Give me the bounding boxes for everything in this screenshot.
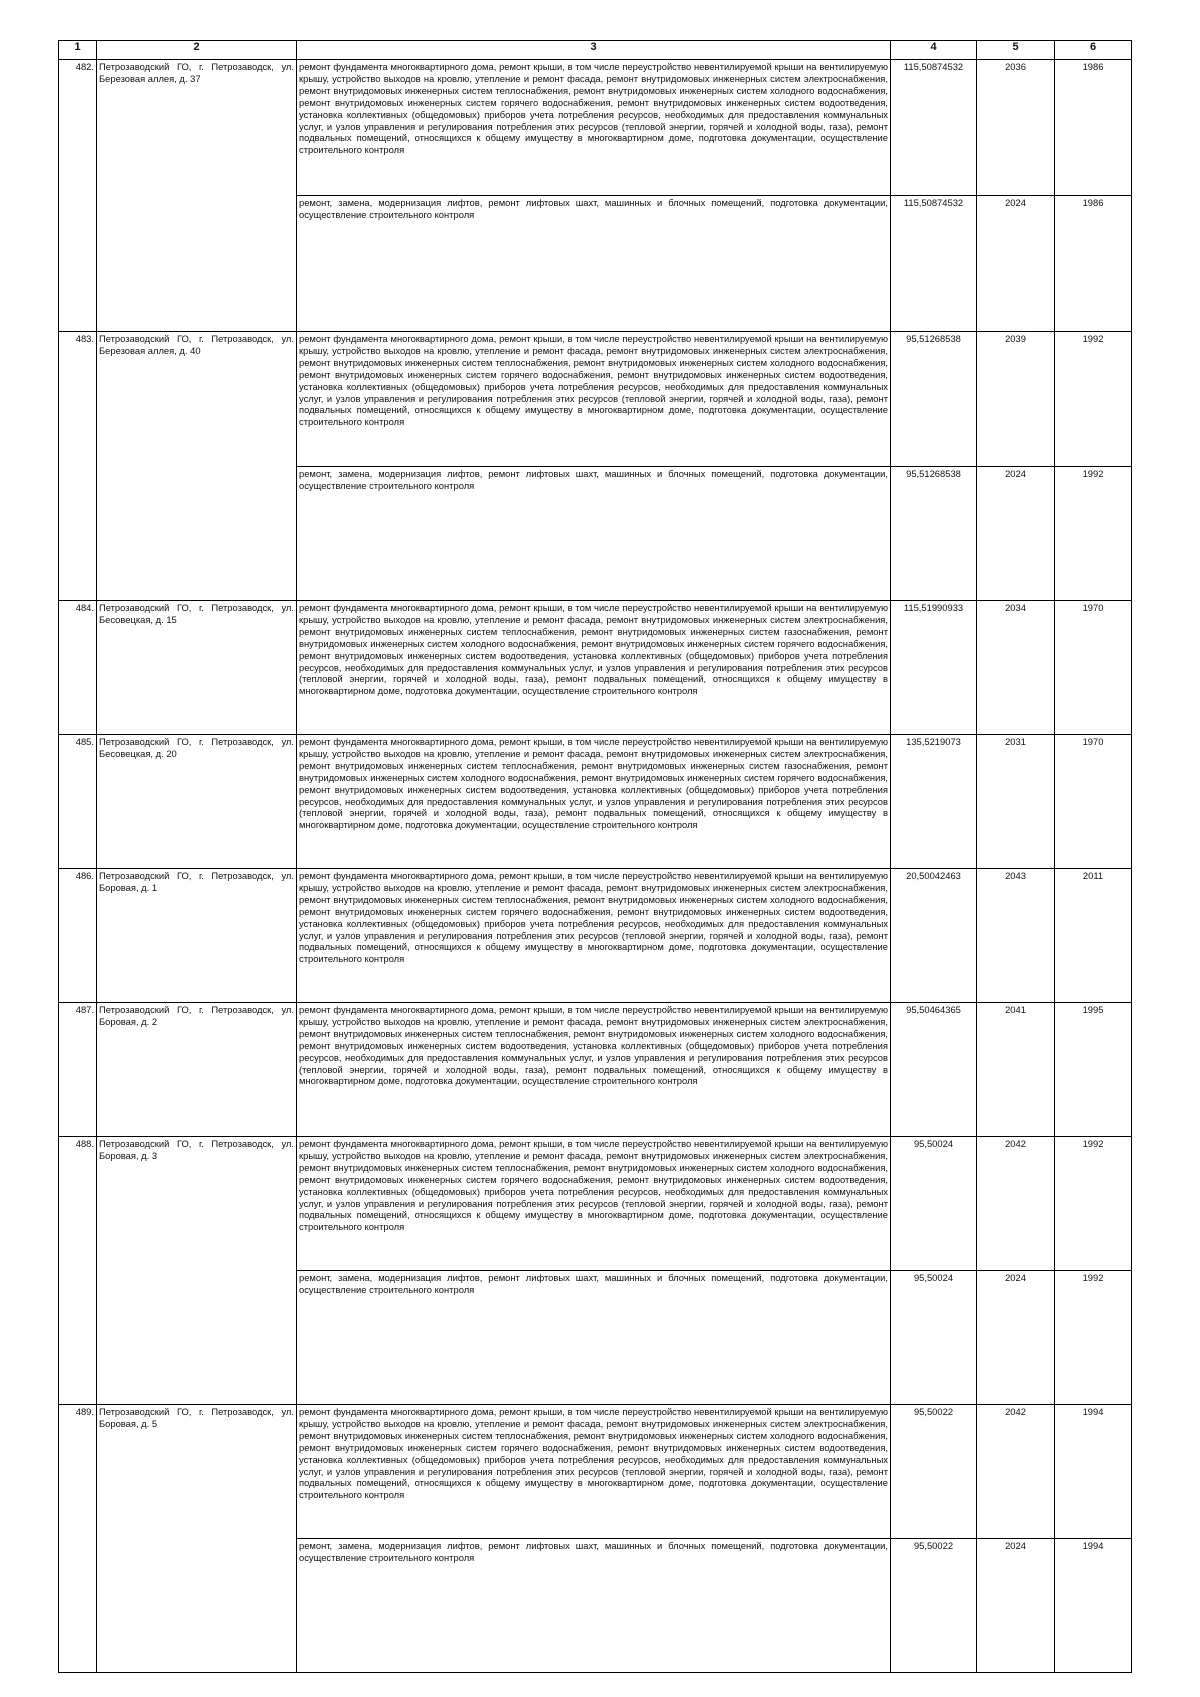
planned-year-cell: 2024 bbox=[977, 467, 1055, 601]
work-description-cell: ремонт, замена, модернизация лифтов, ремонт лифтовых шахт, машинных и блочных помещений, подготовка документации, осуществление строительного контроля bbox=[297, 467, 891, 601]
address-cell: Петрозаводский ГО, г. Петрозаводск, ул. Бесовецкая, д. 20 bbox=[97, 735, 297, 869]
work-description-cell: ремонт фундамента многоквартирного дома, ремонт крыши, в том числе переустройство невентилируемой крыши на вентилируемую крышу, устройство выходов на кровлю, утепление и ремонт фасада, ремонт внутридомовых инженерных систем электроснабжения, ремонт внутридомовых инженерных систем теплоснабжения, ремонт внутридомовых инженерных систем холодного водоснабжения, ремонт внутридомовых инженерных систем горячего водоснабжения, ремонт внутридомовых инженерных систем водоотведения, установка коллективных (общедомовых) приборов учета потребления ресурсов, необходимых для предоставления коммунальных услуг, и узлов управления и регулирования потребления этих ресурсов (тепловой энергии, горячей и холодной воды, газа), ремонт подвальных помещений, относящихся к общему имуществу в многоквартирном доме, подготовка документации, осуществление строительного контроля bbox=[297, 332, 891, 467]
table-row bbox=[59, 467, 1132, 601]
row-number: 488. bbox=[59, 1137, 97, 1271]
address-cell: Петрозаводский ГО, г. Петрозаводск, ул. Березовая аллея, д. 40 bbox=[97, 332, 297, 467]
built-year-cell: 1992 bbox=[1055, 467, 1132, 601]
planned-year-cell: 2039 bbox=[977, 332, 1055, 467]
built-year-cell: 1992 bbox=[1055, 1271, 1132, 1405]
row-number bbox=[59, 1539, 97, 1673]
built-year-cell: 1970 bbox=[1055, 735, 1132, 869]
built-year-cell: 1994 bbox=[1055, 1539, 1132, 1673]
work-description-cell: ремонт фундамента многоквартирного дома, ремонт крыши, в том числе переустройство невентилируемой крыши на вентилируемую крышу, устройство выходов на кровлю, утепление и ремонт фасада, ремонт внутридомовых инженерных систем электроснабжения, ремонт внутридомовых инженерных систем теплоснабжения, ремонт внутридомовых инженерных систем холодного водоснабжения, ремонт внутридомовых инженерных систем горячего водоснабжения, ремонт внутридомовых инженерных систем водоотведения, установка коллективных (общедомовых) приборов учета потребления ресурсов, необходимых для предоставления коммунальных услуг, и узлов управления и регулирования потребления этих ресурсов (тепловой энергии, горячей и холодной воды, газа), ремонт подвальных помещений, относящихся к общему имуществу в многоквартирном доме, подготовка документации, осуществление строительного контроля bbox=[297, 60, 891, 196]
address-cell: Петрозаводский ГО, г. Петрозаводск, ул. Боровая, д. 3 bbox=[97, 1137, 297, 1271]
value-cell: 115,51990933 bbox=[891, 601, 977, 735]
table-row bbox=[59, 1003, 1132, 1137]
col-header-5: 5 bbox=[977, 41, 1055, 60]
address-cell: Петрозаводский ГО, г. Петрозаводск, ул. Боровая, д. 1 bbox=[97, 869, 297, 1003]
col-header-6: 6 bbox=[1055, 41, 1132, 60]
work-description-cell: ремонт, замена, модернизация лифтов, ремонт лифтовых шахт, машинных и блочных помещений, подготовка документации, осуществление строительного контроля bbox=[297, 1271, 891, 1405]
value-cell: 115,50874532 bbox=[891, 60, 977, 196]
planned-year-cell: 2041 bbox=[977, 1003, 1055, 1137]
planned-year-cell: 2042 bbox=[977, 1137, 1055, 1271]
built-year-cell: 1986 bbox=[1055, 60, 1132, 196]
planned-year-cell: 2043 bbox=[977, 869, 1055, 1003]
value-cell: 95,50022 bbox=[891, 1405, 977, 1539]
planned-year-cell: 2034 bbox=[977, 601, 1055, 735]
value-cell: 135,5219073 bbox=[891, 735, 977, 869]
table-row bbox=[59, 60, 1132, 196]
row-number: 489. bbox=[59, 1405, 97, 1539]
work-description-cell: ремонт, замена, модернизация лифтов, ремонт лифтовых шахт, машинных и блочных помещений, подготовка документации, осуществление строительного контроля bbox=[297, 1539, 891, 1673]
document-page bbox=[58, 40, 1131, 1673]
built-year-cell: 1986 bbox=[1055, 196, 1132, 332]
planned-year-cell: 2042 bbox=[977, 1405, 1055, 1539]
value-cell: 95,50024 bbox=[891, 1137, 977, 1271]
work-description-cell: ремонт фундамента многоквартирного дома, ремонт крыши, в том числе переустройство невентилируемой крыши на вентилируемую крышу, устройство выходов на кровлю, утепление и ремонт фасада, ремонт внутридомовых инженерных систем электроснабжения, ремонт внутридомовых инженерных систем теплоснабжения, ремонт внутридомовых инженерных систем холодного водоснабжения, ремонт внутридомовых инженерных систем горячего водоснабжения, ремонт внутридомовых инженерных систем водоотведения, установка коллективных (общедомовых) приборов учета потребления ресурсов, необходимых для предоставления коммунальных услуг, и узлов управления и регулирования потребления этих ресурсов (тепловой энергии, горячей и холодной воды, газа), ремонт подвальных помещений, относящихся к общему имуществу в многоквартирном доме, подготовка документации, осуществление строительного контроля bbox=[297, 1137, 891, 1271]
value-cell: 95,50464365 bbox=[891, 1003, 977, 1137]
table-row bbox=[59, 869, 1132, 1003]
col-header-2: 2 bbox=[97, 41, 297, 60]
work-description-cell: ремонт, замена, модернизация лифтов, ремонт лифтовых шахт, машинных и блочных помещений, подготовка документации, осуществление строительного контроля bbox=[297, 196, 891, 332]
value-cell: 95,50022 bbox=[891, 1539, 977, 1673]
row-number: 484. bbox=[59, 601, 97, 735]
work-description-cell: ремонт фундамента многоквартирного дома, ремонт крыши, в том числе переустройство невентилируемой крыши на вентилируемую крышу, устройство выходов на кровлю, утепление и ремонт фасада, ремонт внутридомовых инженерных систем электроснабжения, ремонт внутридомовых инженерных систем теплоснабжения, ремонт внутридомовых инженерных систем холодного водоснабжения, ремонт внутридомовых инженерных систем водоотведения, установка коллективных (общедомовых) приборов учета потребления ресурсов, необходимых для предоставления коммунальных услуг, и узлов управления и регулирования потребления этих ресурсов (тепловой энергии, горячей и холодной воды, газа), ремонт подвальных помещений, относящихся к общему имуществу в многоквартирном доме, подготовка документации, осуществление строительного контроля bbox=[297, 1003, 891, 1137]
value-cell: 20,50042463 bbox=[891, 869, 977, 1003]
address-cell bbox=[97, 1271, 297, 1405]
header-row bbox=[59, 41, 1132, 60]
repair-schedule-table bbox=[58, 40, 1132, 1673]
work-description-cell: ремонт фундамента многоквартирного дома, ремонт крыши, в том числе переустройство невентилируемой крыши на вентилируемую крышу, устройство выходов на кровлю, утепление и ремонт фасада, ремонт внутридомовых инженерных систем электроснабжения, ремонт внутридомовых инженерных систем теплоснабжения, ремонт внутридомовых инженерных систем газоснабжения, ремонт внутридомовых инженерных систем холодного водоснабжения, ремонт внутридомовых инженерных систем горячего водоснабжения, ремонт внутридомовых инженерных систем водоотведения, установка коллективных (общедомовых) приборов учета потребления ресурсов, необходимых для предоставления коммунальных услуг, и узлов управления и регулирования потребления этих ресурсов (тепловой энергии, горячей и холодной воды, газа), ремонт подвальных помещений, относящихся к общему имуществу в многоквартирном доме, подготовка документации, осуществление строительного контроля bbox=[297, 735, 891, 869]
planned-year-cell: 2031 bbox=[977, 735, 1055, 869]
built-year-cell: 2011 bbox=[1055, 869, 1132, 1003]
row-number: 482. bbox=[59, 60, 97, 196]
col-header-4: 4 bbox=[891, 41, 977, 60]
value-cell: 95,51268538 bbox=[891, 467, 977, 601]
row-number: 487. bbox=[59, 1003, 97, 1137]
table-row bbox=[59, 735, 1132, 869]
table-row bbox=[59, 1271, 1132, 1405]
address-cell: Петрозаводский ГО, г. Петрозаводск, ул. Боровая, д. 5 bbox=[97, 1405, 297, 1539]
planned-year-cell: 2024 bbox=[977, 1271, 1055, 1405]
work-description-cell: ремонт фундамента многоквартирного дома, ремонт крыши, в том числе переустройство невентилируемой крыши на вентилируемую крышу, устройство выходов на кровлю, утепление и ремонт фасада, ремонт внутридомовых инженерных систем электроснабжения, ремонт внутридомовых инженерных систем теплоснабжения, ремонт внутридомовых инженерных систем холодного водоснабжения, ремонт внутридомовых инженерных систем горячего водоснабжения, ремонт внутридомовых инженерных систем водоотведения, установка коллективных (общедомовых) приборов учета потребления ресурсов, необходимых для предоставления коммунальных услуг, и узлов управления и регулирования потребления этих ресурсов (тепловой энергии, горячей и холодной воды, газа), ремонт подвальных помещений, относящихся к общему имуществу в многоквартирном доме, подготовка документации, осуществление строительного контроля bbox=[297, 1405, 891, 1539]
planned-year-cell: 2024 bbox=[977, 1539, 1055, 1673]
value-cell: 115,50874532 bbox=[891, 196, 977, 332]
built-year-cell: 1992 bbox=[1055, 332, 1132, 467]
row-number: 486. bbox=[59, 869, 97, 1003]
table-row bbox=[59, 1137, 1132, 1271]
work-description-cell: ремонт фундамента многоквартирного дома, ремонт крыши, в том числе переустройство невентилируемой крыши на вентилируемую крышу, устройство выходов на кровлю, утепление и ремонт фасада, ремонт внутридомовых инженерных систем электроснабжения, ремонт внутридомовых инженерных систем теплоснабжения, ремонт внутридомовых инженерных систем холодного водоснабжения, ремонт внутридомовых инженерных систем горячего водоснабжения, ремонт внутридомовых инженерных систем водоотведения, установка коллективных (общедомовых) приборов учета потребления ресурсов, необходимых для предоставления коммунальных услуг, и узлов управления и регулирования потребления этих ресурсов (тепловой энергии, горячей и холодной воды, газа), ремонт подвальных помещений, относящихся к общему имуществу в многоквартирном доме, подготовка документации, осуществление строительного контроля bbox=[297, 869, 891, 1003]
row-number bbox=[59, 467, 97, 601]
built-year-cell: 1995 bbox=[1055, 1003, 1132, 1137]
table-row bbox=[59, 1539, 1132, 1673]
planned-year-cell: 2036 bbox=[977, 60, 1055, 196]
row-number bbox=[59, 1271, 97, 1405]
row-number: 485. bbox=[59, 735, 97, 869]
col-header-3: 3 bbox=[297, 41, 891, 60]
value-cell: 95,50024 bbox=[891, 1271, 977, 1405]
table-row bbox=[59, 601, 1132, 735]
value-cell: 95,51268538 bbox=[891, 332, 977, 467]
row-number bbox=[59, 196, 97, 332]
table-row bbox=[59, 196, 1132, 332]
address-cell: Петрозаводский ГО, г. Петрозаводск, ул. Березовая аллея, д. 37 bbox=[97, 60, 297, 196]
col-header-1: 1 bbox=[59, 41, 97, 60]
address-cell: Петрозаводский ГО, г. Петрозаводск, ул. Бесовецкая, д. 15 bbox=[97, 601, 297, 735]
row-number: 483. bbox=[59, 332, 97, 467]
address-cell bbox=[97, 467, 297, 601]
address-cell: Петрозаводский ГО, г. Петрозаводск, ул. Боровая, д. 2 bbox=[97, 1003, 297, 1137]
table-row bbox=[59, 1405, 1132, 1539]
built-year-cell: 1992 bbox=[1055, 1137, 1132, 1271]
address-cell bbox=[97, 1539, 297, 1673]
built-year-cell: 1994 bbox=[1055, 1405, 1132, 1539]
table-row bbox=[59, 332, 1132, 467]
built-year-cell: 1970 bbox=[1055, 601, 1132, 735]
work-description-cell: ремонт фундамента многоквартирного дома, ремонт крыши, в том числе переустройство невентилируемой крыши на вентилируемую крышу, устройство выходов на кровлю, утепление и ремонт фасада, ремонт внутридомовых инженерных систем электроснабжения, ремонт внутридомовых инженерных систем теплоснабжения, ремонт внутридомовых инженерных систем газоснабжения, ремонт внутридомовых инженерных систем холодного водоснабжения, ремонт внутридомовых инженерных систем горячего водоснабжения, ремонт внутридомовых инженерных систем водоотведения, установка коллективных (общедомовых) приборов учета потребления ресурсов, необходимых для предоставления коммунальных услуг, и узлов управления и регулирования потребления этих ресурсов (тепловой энергии, горячей и холодной воды, газа), ремонт подвальных помещений, относящихся к общему имуществу в многоквартирном доме, подготовка документации, осуществление строительного контроля bbox=[297, 601, 891, 735]
planned-year-cell: 2024 bbox=[977, 196, 1055, 332]
address-cell bbox=[97, 196, 297, 332]
